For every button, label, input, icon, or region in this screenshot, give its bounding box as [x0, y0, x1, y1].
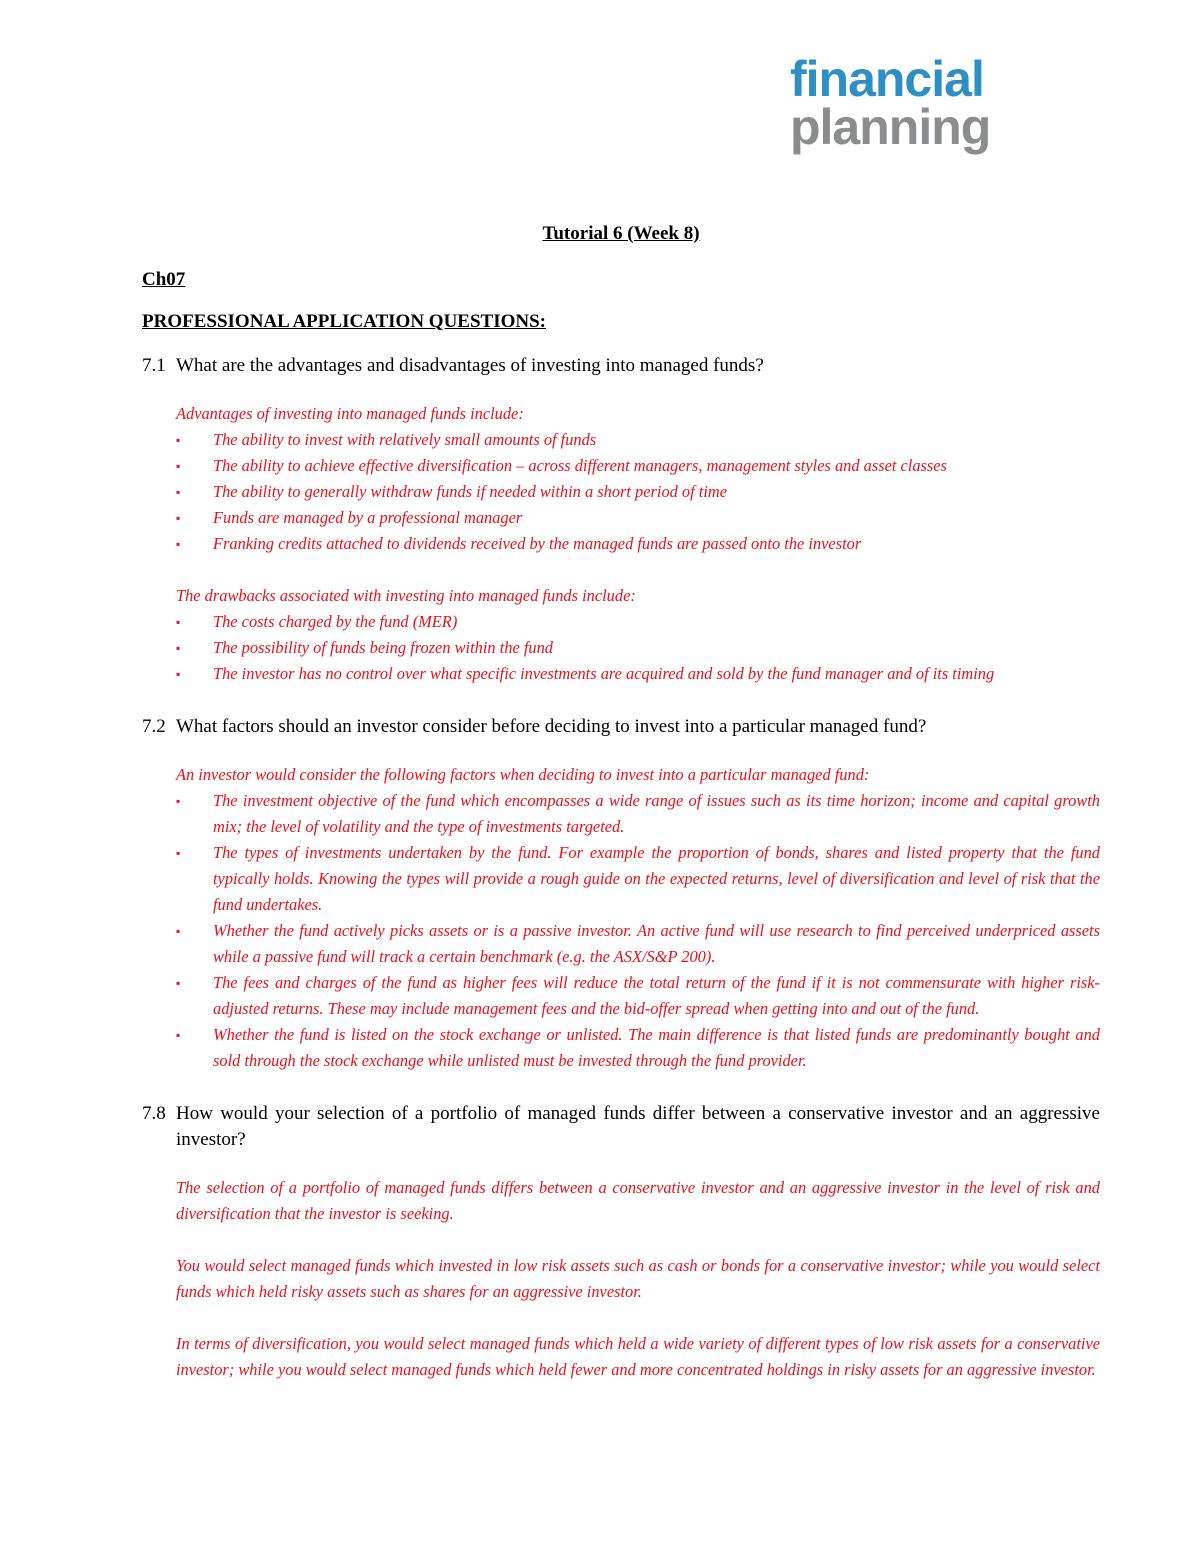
question-7-2: [142, 714, 1100, 740]
list-item: ▪ The possibility of funds being frozen within the fund: [176, 635, 1100, 661]
financial-planning-logo: [790, 51, 1040, 155]
bullet-icon: ▪: [176, 667, 181, 681]
answer-7-2: [176, 762, 1100, 1074]
question-number: 7.8: [142, 1103, 166, 1124]
list-item: ▪ Whether the fund is listed on the stock exchange or unlisted. The main difference is that listed funds are predominantly bought and sold through the stock exchange while unlisted must be invested through the fund provider.: [176, 1022, 1100, 1074]
factors-intro: An investor would consider the following factors when deciding to invest into a particular managed fund:: [176, 765, 870, 784]
question-text: What factors should an investor consider before deciding to invest into a particular managed fund?: [176, 716, 927, 737]
bullet-icon: ▪: [176, 641, 181, 655]
bullet-icon: ▪: [176, 459, 181, 473]
answer-paragraph: In terms of diversification, you would select managed funds which held a wide variety of different types of low risk assets for a conservative investor; while you would select managed funds which held fewer and more concentrated holdings in risky assets for an aggressive investor.: [176, 1334, 1100, 1379]
document-body: [142, 222, 1100, 1383]
answer-paragraph: You would select managed funds which invested in low risk assets such as cash or bonds for a conservative investor; while you would select funds which held risky assets such as shares for an aggressive investor.: [176, 1256, 1100, 1301]
list-item: ▪ The fees and charges of the fund as higher fees will reduce the total return of the fund if it is not commensurate with higher risk-adjusted returns. These may include management fees and the bid-offer spread when getting into and out of the fund.: [176, 970, 1100, 1022]
bullet-icon: ▪: [176, 537, 181, 551]
answer-7-1: [176, 401, 1100, 687]
advantages-list: [176, 427, 1100, 557]
question-text: How would your selection of a portfolio of managed funds differ between a conservative investor and an aggressive investor?: [176, 1103, 1100, 1150]
list-item: ▪ The investor has no control over what specific investments are acquired and sold by the fund manager and of its timing: [176, 661, 1100, 687]
answer-paragraph: The selection of a portfolio of managed funds differs between a conservative investor and an aggressive investor in the level of risk and diversification that the investor is seeking.: [176, 1178, 1100, 1223]
bullet-icon: ▪: [176, 794, 181, 808]
drawbacks-list: [176, 609, 1100, 687]
question-7-8: [142, 1101, 1100, 1153]
factors-list: [176, 788, 1100, 1074]
bullet-icon: ▪: [176, 615, 181, 629]
advantages-intro: Advantages of investing into managed funds include:: [176, 404, 524, 423]
bullet-icon: ▪: [176, 846, 181, 860]
page-title: Tutorial 6 (Week 8): [542, 223, 700, 244]
question-7-1: [142, 353, 1100, 379]
bullet-icon: ▪: [176, 1028, 181, 1042]
list-item: ▪ Franking credits attached to dividends received by the managed funds are passed onto the investor: [176, 531, 1100, 557]
bullet-icon: ▪: [176, 976, 181, 990]
question-number: 7.1: [142, 355, 166, 376]
list-item: ▪ Funds are managed by a professional manager: [176, 505, 1100, 531]
question-text: What are the advantages and disadvantages of investing into managed funds?: [176, 355, 764, 376]
answer-7-8: [176, 1175, 1100, 1383]
chapter-heading: Ch07: [142, 269, 186, 290]
section-heading: PROFESSIONAL APPLICATION QUESTIONS:: [142, 311, 547, 332]
question-number: 7.2: [142, 716, 166, 737]
list-item: ▪ The costs charged by the fund (MER): [176, 609, 1100, 635]
bullet-icon: ▪: [176, 433, 181, 447]
list-item: ▪ The types of investments undertaken by the fund. For example the proportion of bonds, shares and listed property that the fund typically holds. Knowing the types will provide a rough guide on the expected returns, level of diversification and level of risk that the fund undertakes.: [176, 840, 1100, 918]
bullet-icon: ▪: [176, 485, 181, 499]
list-item: ▪ The ability to achieve effective diversification – across different managers, management styles and asset classes: [176, 453, 1100, 479]
bullet-icon: ▪: [176, 924, 181, 938]
bullet-icon: ▪: [176, 511, 181, 525]
list-item: ▪ The ability to generally withdraw funds if needed within a short period of time: [176, 479, 1100, 505]
list-item: ▪ Whether the fund actively picks assets or is a passive investor. An active fund will use research to find perceived underpriced assets while a passive fund will track a certain benchmark (e.g. the ASX/S&P 200).: [176, 918, 1100, 970]
list-item: ▪ The investment objective of the fund which encompasses a wide range of issues such as its time horizon; income and capital growth mix; the level of volatility and the type of investments targeted.: [176, 788, 1100, 840]
logo-line-1: financial: [790, 51, 984, 107]
list-item: ▪ The ability to invest with relatively small amounts of funds: [176, 427, 1100, 453]
logo-line-2: planning: [790, 98, 991, 155]
drawbacks-intro: The drawbacks associated with investing into managed funds include:: [176, 586, 636, 605]
